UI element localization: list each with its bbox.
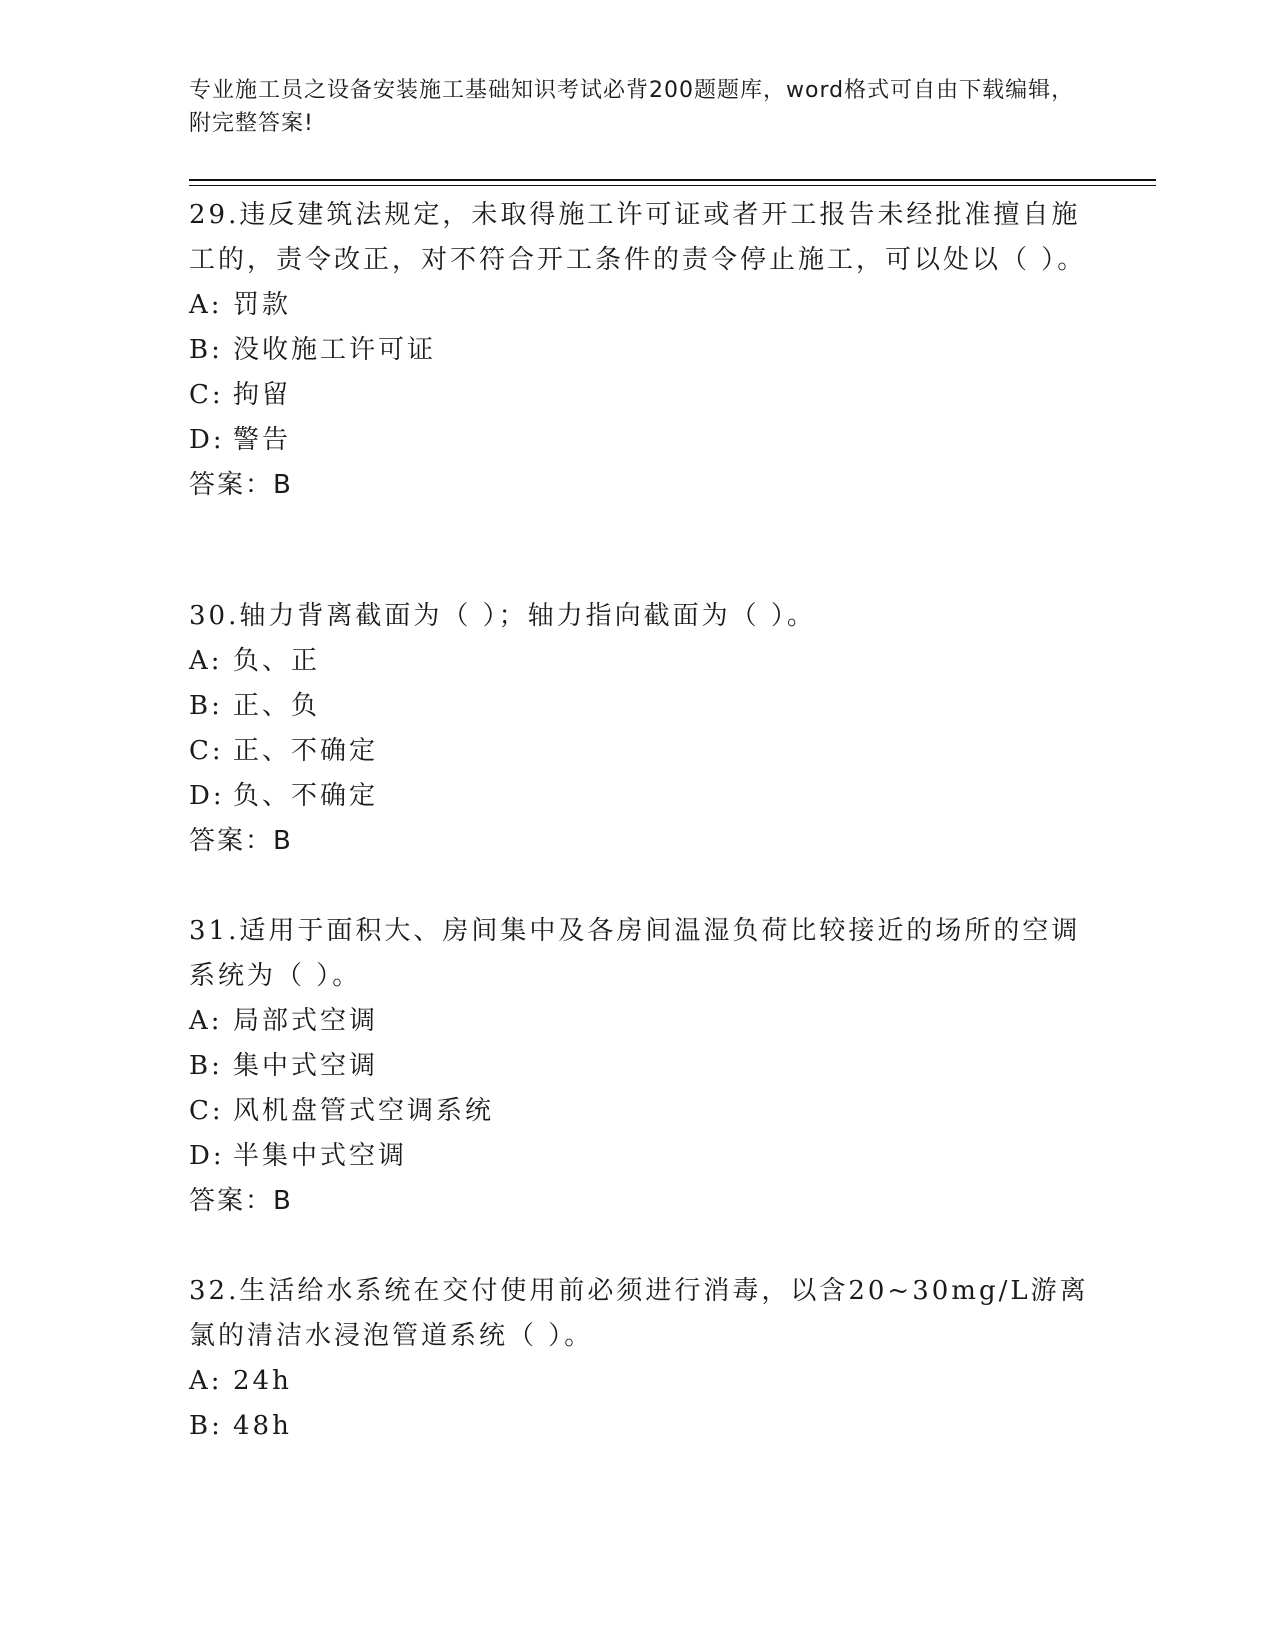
document-header: 专业施工员之设备安装施工基础知识考试必背200题题库，word格式可自由下载编辑，附完整答案! — [189, 78, 1075, 136]
answer-line: 答案：B — [189, 1186, 293, 1216]
option-letter: A: — [189, 1366, 223, 1396]
option-letter: C: — [189, 1096, 224, 1126]
option-c — [189, 373, 1089, 418]
option-d — [189, 418, 1089, 463]
option-text: 罚款 — [233, 290, 292, 320]
option-text: 没收施工许可证 — [233, 335, 437, 365]
option-letter: B: — [189, 1051, 223, 1081]
option-letter: A: — [189, 646, 223, 676]
option-b — [189, 684, 1089, 729]
option-text: 24h — [233, 1366, 292, 1396]
question-text: 29.违反建筑法规定，未取得施工许可证或者开工报告未经批准擅自施工的，责令改正，对不符合开工条件的责令停止施工，可以处以（ ）。 — [189, 200, 1087, 275]
question-31 — [189, 909, 1089, 1224]
option-a — [189, 1359, 1089, 1404]
option-b — [189, 1404, 1089, 1449]
option-d — [189, 1134, 1089, 1179]
option-letter: C: — [189, 736, 224, 766]
question-text: 30.轴力背离截面为（ ）；轴力指向截面为（ ）。 — [189, 601, 816, 631]
answer-line: 答案：B — [189, 470, 293, 500]
option-letter: A: — [189, 290, 223, 320]
option-b — [189, 328, 1089, 373]
option-text: 集中式空调 — [233, 1051, 379, 1081]
question-32 — [189, 1269, 1089, 1449]
header-divider-thick — [189, 179, 1156, 181]
option-text: 正、不确定 — [233, 736, 379, 766]
option-text: 48h — [233, 1411, 292, 1441]
question-30 — [189, 594, 1089, 864]
option-letter: D: — [189, 1141, 225, 1171]
option-text: 拘留 — [233, 380, 292, 410]
option-b — [189, 1044, 1089, 1089]
option-letter: D: — [189, 781, 225, 811]
answer-line: 答案：B — [189, 826, 293, 856]
option-letter: D: — [189, 425, 225, 455]
option-letter: C: — [189, 380, 224, 410]
option-text: 负、不确定 — [233, 781, 379, 811]
option-text: 局部式空调 — [233, 1006, 379, 1036]
option-d — [189, 774, 1089, 819]
option-text: 警告 — [233, 425, 292, 455]
header-divider-thin — [189, 185, 1156, 186]
option-letter: B: — [189, 335, 223, 365]
option-letter: A: — [189, 1006, 223, 1036]
option-text: 正、负 — [233, 691, 321, 721]
option-a — [189, 283, 1089, 328]
option-text: 负、正 — [233, 646, 321, 676]
option-a — [189, 639, 1089, 684]
option-c — [189, 729, 1089, 774]
option-letter: B: — [189, 1411, 223, 1441]
option-a — [189, 999, 1089, 1044]
option-text: 半集中式空调 — [233, 1141, 408, 1171]
question-29 — [189, 193, 1089, 508]
option-text: 风机盘管式空调系统 — [233, 1096, 495, 1126]
option-letter: B: — [189, 691, 223, 721]
question-text: 32.生活给水系统在交付使用前必须进行消毒，以含20~30mg/L游离氯的清洁水浸泡管道系统（ ）。 — [189, 1276, 1089, 1351]
option-c — [189, 1089, 1089, 1134]
question-text: 31.适用于面积大、房间集中及各房间温湿负荷比较接近的场所的空调系统为（ ）。 — [189, 916, 1081, 991]
